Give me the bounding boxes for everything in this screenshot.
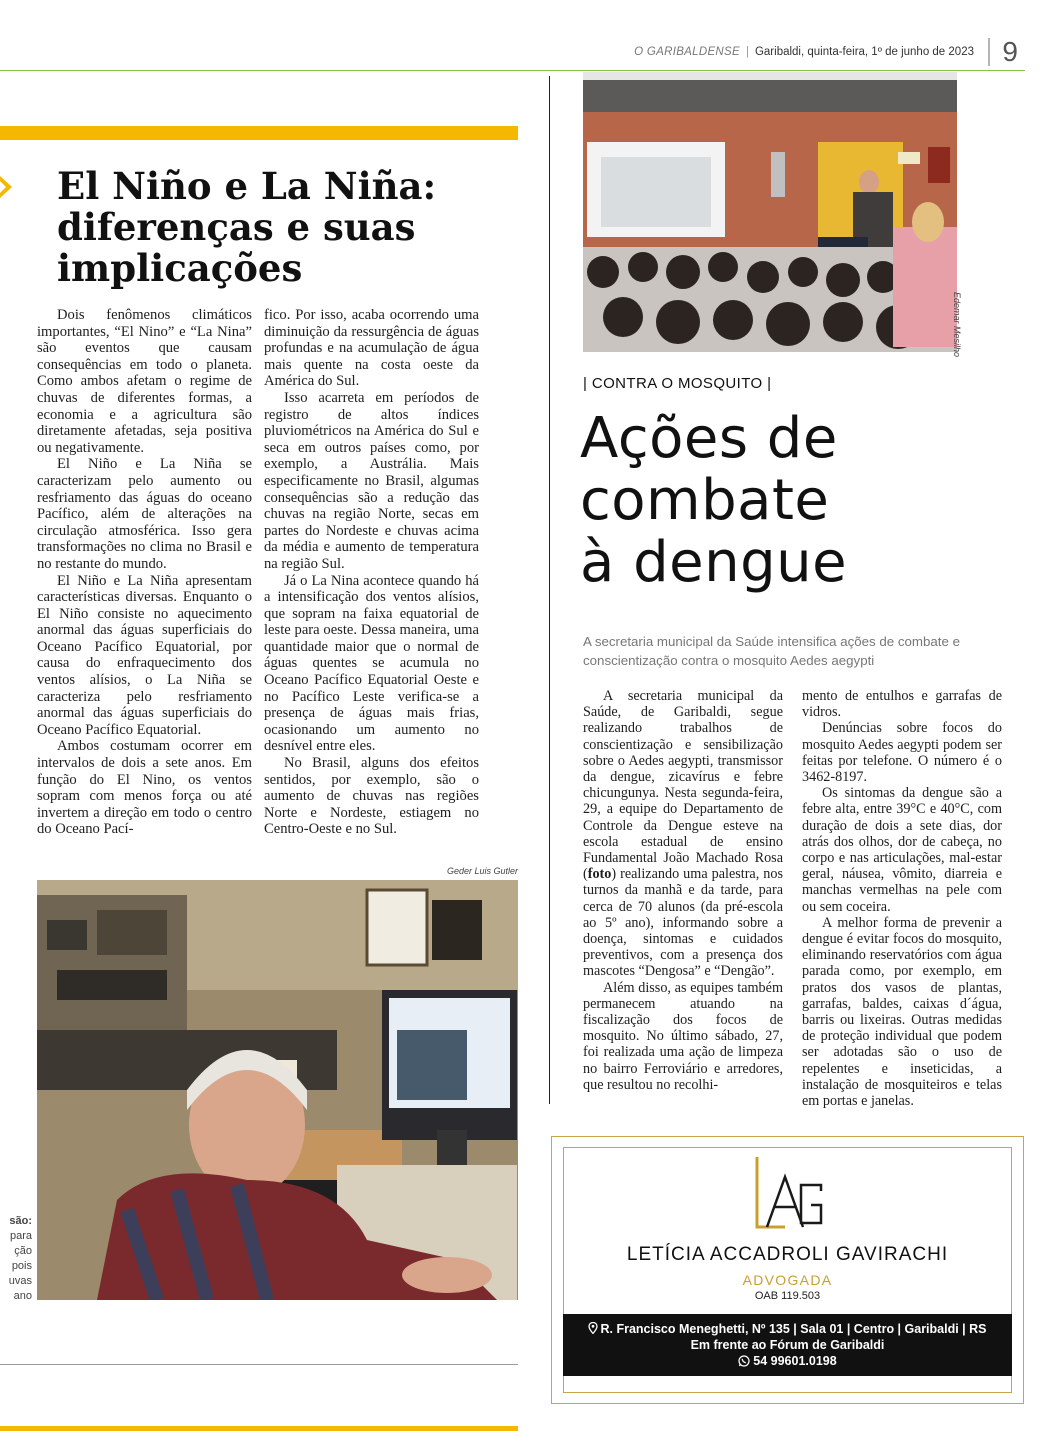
caption-line: ano — [13, 1290, 32, 1302]
page-number: 9 — [1002, 36, 1018, 67]
photo-illustration — [583, 72, 957, 352]
ad-phone-line — [563, 1353, 1012, 1369]
bottom-rule — [0, 1364, 518, 1365]
ad-address-line — [563, 1321, 1012, 1337]
paragraph: No Brasil, alguns dos efeitos sentidos, por exemplo, são o aumento de chuvas nas regiões Norte e Nordeste, estiagem no Centro-Oeste e no Sul. — [264, 755, 479, 838]
photo-credit: Geder Luis Gutler — [446, 866, 518, 876]
caption-line: ção — [14, 1245, 32, 1257]
paragraph: fico. Por isso, acaba ocorrendo uma diminuição da ressurgência de águas profundas e na acumulação de água mais quente na costa oeste da América do Sul. — [264, 307, 479, 390]
paragraph: Denúncias sobre focos do mosquito Aedes aegypti podem ser feitas por telefone. O número é o 3462-8197. — [802, 720, 1002, 786]
paragraph-text: A secretaria municipal da Saúde, de Garibaldi, segue realizando trabalhos de conscientização e sensibilização sobre o Aedes aegypti, transmissor da dengue, zicavírus e febre chicungunya. Nesta segunda-feira, 29, a equipe do Departamento de Controle da Dengue esteve na escola estadual de ensino Fundamental João Machado Rosa ( — [583, 688, 783, 883]
header-rule — [0, 70, 1025, 71]
left-article-column-1 — [37, 307, 252, 838]
right-headline — [580, 408, 980, 594]
radio-operator-photo — [37, 880, 518, 1300]
paragraph: Dois fenômenos climáticos importantes, “El Nino” e “La Nina” são eventos que causam consequências em todo o planeta. Como ambos afetam o regime de chuvas de diferentes formas, a economia e a agricultura são diretamente afetadas, seja positiva ou negativamente. — [37, 307, 252, 456]
logo-mark — [749, 1155, 829, 1235]
paragraph: El Niño e La Niña se caracterizam pelo aumento ou resfriamento das águas do oceano Pacífico, além de alterações na circulação atmosférica. Isso gera transformações no clima no Brasil e no restante do mundo. — [37, 456, 252, 572]
lawyer-role: ADVOGADA — [742, 1272, 833, 1288]
oab-number: OAB 119.503 — [754, 1290, 821, 1302]
whatsapp-icon — [738, 1355, 750, 1367]
right-article-column-2 — [802, 688, 1002, 1109]
ad-reference: Em frente ao Fórum de Garibaldi — [690, 1338, 885, 1352]
caption-fragment — [0, 1214, 32, 1304]
ad-phone: 54 99601.0198 — [753, 1354, 837, 1368]
headline-line: à dengue — [580, 530, 848, 595]
photo-illustration — [37, 880, 518, 1300]
paragraph: A melhor forma de prevenir a dengue é evitar focos do mosquito, eliminando reservatórios com água parada como, por exemplo, em pratos dos vasos de plantas, garrafas, baldes, caixas d´água, barris ou lixeiras. Outras medidas de proteção individual que podem ser adotadas são o uso de repelentes e inseticidas, a instalação de mosquiteiros e telas em portas e janelas. — [802, 914, 1002, 1110]
ad-address: R. Francisco Meneghetti, Nº 135 | Sala 01 | Centro | Garibaldi | RS — [600, 1322, 987, 1336]
lag-logo-icon — [749, 1155, 829, 1235]
dateline: Garibaldi, quinta-feira, 1º de junho de 2023 — [754, 46, 974, 58]
paragraph: Isso acarreta em períodos de registro de altos índices pluviométricos na América do Sul e seca em outros países como, por exemplo, a Austrália. Mais especificamente no Brasil, algumas consequências são a redução das chuvas na região Norte, secas em partes do Nordeste e chuvas acima da média e aumento de temperatura na região Sul. — [264, 389, 479, 572]
publication-name: O GARIBALDENSE — [634, 46, 740, 58]
section-bar — [0, 126, 518, 140]
caption-line: são: — [9, 1215, 32, 1227]
caption-line: pois — [11, 1260, 32, 1272]
bold-text: foto — [587, 866, 612, 883]
header-separator: | — [745, 46, 749, 58]
paragraph — [583, 688, 783, 980]
header-dateline-line — [634, 46, 974, 58]
ad-contact-band — [563, 1314, 1012, 1376]
paragraph: Além disso, as equipes também permanecem atuando na fiscalização dos focos de mosquito. No último sábado, 27, foi realizada uma ação de limpeza no bairro Ferroviário e arredores, que resultou no recolhi- — [583, 979, 783, 1093]
paragraph: Ambos costumam ocorrer em intervalos de dois a sete anos. Em função do El Nino, os ventos sopram com menos força ou até invertem a direção em todo o centro do Oceano Pací- — [37, 738, 252, 838]
lawyer-name: LETÍCIA ACCADROLI GAVIRACHI — [626, 1244, 949, 1265]
page-number-divider — [988, 38, 990, 66]
headline-line: combate — [580, 468, 830, 533]
paragraph: mento de entulhos e garrafas de vidros. — [802, 688, 1002, 721]
headline-line: Ações de — [580, 406, 838, 471]
paragraph-text: ) realizando uma palestra, nos turnos da manhã e da tarde, para cerca de 70 alunos (da pré-escola ao 5º ano), informando sobre a doença, sintomas e cuidados preventivos, com a presença dos mascotes “Dengosa” e “Dengão”. — [583, 866, 783, 980]
article-deck: A secretaria municipal da Saúde intensifica ações de combate e conscientização contra o mosquito Aedes aegypti — [583, 634, 960, 668]
column-divider — [549, 76, 550, 1104]
arrow-marker-inner — [0, 181, 6, 193]
paragraph: Os sintomas da dengue são a febre alta, entre 39°C e 40°C, com duração de dois a sete dias, dor atrás dos olhos, dor de cabeça, no corpo e nas articulações, mal-estar geral, náusea, vômito, diarreia e manchas vermelhas na pele com ou sem coceira. — [802, 785, 1002, 915]
left-article-column-2 — [264, 307, 479, 838]
caption-line: uvas — [8, 1275, 32, 1287]
paragraph: El Niño e La Niña apresentam características diversas. Enquanto o El Niño consiste no aquecimento anormal das águas superficiais do Oceano Pacífico Equatorial, por causa do enfraquecimento dos ventos alísios, o La Niña se caracteriza pelo resfriamento anormal das águas superficiais do Oceano Pacífico Equatorial. — [37, 572, 252, 738]
article-kicker: | CONTRA O MOSQUITO | — [583, 375, 772, 392]
bottom-gold-bar — [0, 1426, 518, 1431]
location-pin-icon — [588, 1322, 598, 1334]
photo-credit: Edemar Mesilho — [952, 292, 962, 358]
left-headline: El Niño e La Niña: diferenças e suas implicações — [57, 164, 437, 290]
paragraph: Já o La Nina acontece quando há a intensificação dos ventos alísios, que sopram na faixa equatorial de leste para oeste. Dessa maneira, uma quantidade maior que o normal de águas quentes se acumula no Oceano Pacífico Equatorial Oeste e no Pacífico Leste verifica-se a presença de águas mais frias, ocasionando um aumento no desnível entre eles. — [264, 572, 479, 755]
school-lecture-photo — [583, 72, 957, 352]
caption-line: para — [9, 1230, 32, 1242]
right-article-column-1 — [583, 688, 783, 1093]
